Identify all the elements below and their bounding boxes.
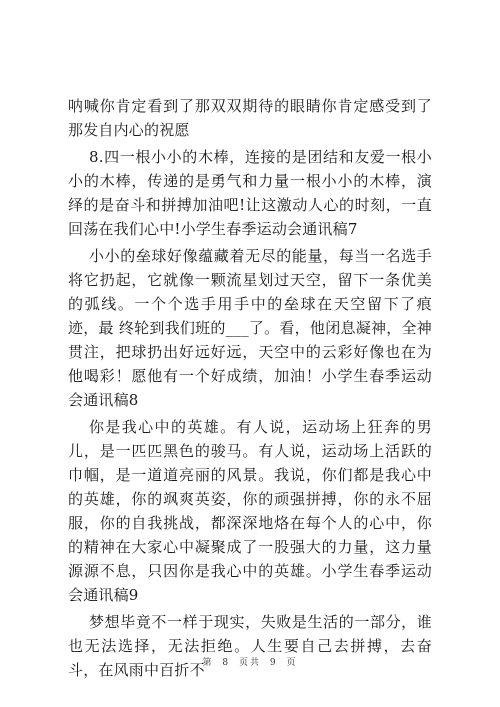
page-footer: [0, 655, 500, 668]
footer-current-page: 8: [222, 658, 231, 668]
footer-prefix: 第: [202, 658, 214, 668]
paragraph-2: 8.四一根小小的木棒，连接的是团结和友爱一根小小的木棒，传递的是勇气和力量一根小小的木棒，演绎的是奋斗和拼搏加油吧!让这激动人心的时刻，一直回荡在我们心中!小学生春季运动会通讯稿7: [68, 148, 432, 238]
paragraph-3: 小小的垒球好像蕴藏着无尽的能量，每当一名选手将它扔起，它就像一颗流星划过天空，留下一条优美的弧线。一个个选手用手中的垒球在天空留下了痕迹，最 终轮到我们班的___了。看，他闭息凝神，全神贯注，把球扔出好远好远，天空中的云彩好像也在为他喝彩！愿他有一个好成绩，加油！小学生春季运动会通讯稿8: [68, 247, 432, 409]
footer-middle: 页共: [238, 658, 261, 668]
paragraph-5: 梦想毕竟不一样于现实，失败是生活的一部分，谁也无法选择，无法拒绝。人生要自己去拼搏，去奋斗，在风雨中百折不: [68, 613, 432, 679]
footer-total-pages: 9: [269, 658, 278, 668]
paragraph-4: 你是我心中的英雄。有人说，运动场上狂奔的男儿，是一匹匹黑色的骏马。有人说，运动场上活跃的巾帼，是一道道亮丽的风景。我说，你们都是我心中的英雄，你的飒爽英姿，你的顽强拼搏，你的永不屈服，你的自我挑战，都深深地烙在每个人的心中，你的精神在大家心中凝聚成了一股强大的力量，这力量源源不息，只因你是我心中的英雄。小学生春季运动会通讯稿9: [68, 418, 432, 604]
document-body: [68, 94, 432, 682]
paragraph-1: 呐喊你肯定看到了那双双期待的眼睛你肯定感受到了那发自内心的祝愿: [68, 97, 432, 139]
footer-suffix: 页: [286, 658, 298, 668]
